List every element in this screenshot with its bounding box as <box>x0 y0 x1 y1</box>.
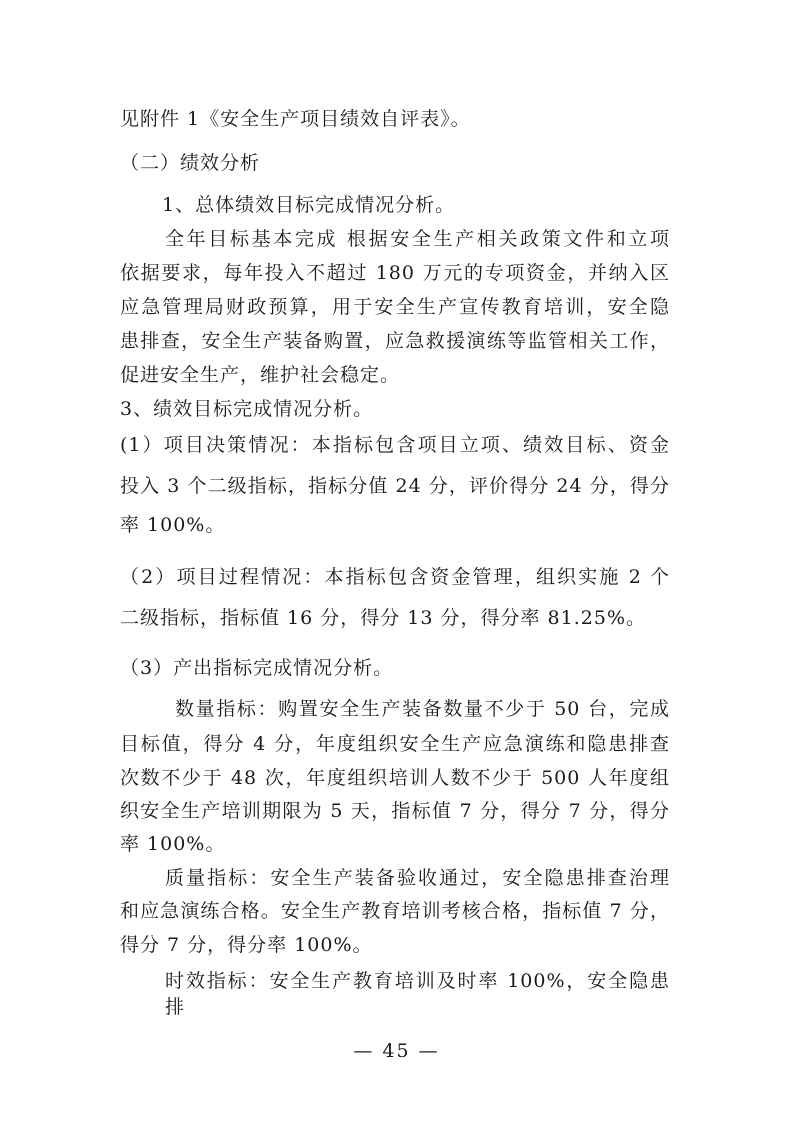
text-line: 得分 7 分，得分率 100%。 <box>120 934 373 956</box>
text-line: 二级指标，指标值 16 分，得分 13 分，得分率 81.25%。 <box>120 607 646 629</box>
section-heading: （二）绩效分析 <box>120 152 261 174</box>
text-line: 率 100%。 <box>120 514 226 536</box>
text-line: 投入 3 个二级指标，指标分值 24 分，评价得分 24 分，得分 <box>120 475 670 497</box>
text-line: 目标值，得分 4 分，年度组织安全生产应急演练和隐患排查 <box>120 733 670 755</box>
subsection-heading: （3）产出指标完成情况分析。 <box>120 657 394 679</box>
text-line: 织安全生产培训期限为 5 天，指标值 7 分，得分 7 分，得分 <box>120 800 670 822</box>
text-line: 数量指标：购置安全生产装备数量不少于 50 台，完成 <box>175 698 670 720</box>
subsection-heading: 3、绩效目标完成情况分析。 <box>120 398 374 420</box>
page-number: — 45 — <box>353 1040 440 1062</box>
text-line: 率 100%。 <box>120 833 226 855</box>
text-line: 促进安全生产，维护社会稳定。 <box>120 364 401 386</box>
subsection-heading: 1、总体绩效目标完成情况分析。 <box>162 194 456 216</box>
text-line: （2）项目过程情况：本指标包含资金管理，组织实施 2 个 <box>120 566 670 588</box>
text-line: 全年目标基本完成 根据安全生产相关政策文件和立项 <box>165 228 670 250</box>
text-line: (1）项目决策情况：本指标包含项目立项、绩效目标、资金 <box>120 434 670 456</box>
text-line: 次数不少于 48 次，年度组织培训人数不少于 500 人年度组 <box>120 767 670 789</box>
text-line: 患排查，安全生产装备购置，应急救援演练等监管相关工作， <box>120 330 670 352</box>
text-line: 应急管理局财政预算，用于安全生产宣传教育培训，安全隐 <box>120 296 670 318</box>
text-line: 和应急演练合格。安全生产教育培训考核合格，指标值 7 分， <box>120 900 670 922</box>
text-line: 依据要求，每年投入不超过 180 万元的专项资金，并纳入区 <box>120 262 670 284</box>
text-line: 时效指标：安全生产教育培训及时率 100%，安全隐患排 <box>165 970 670 1018</box>
text-line: 质量指标：安全生产装备验收通过，安全隐患排查治理 <box>165 867 670 889</box>
text-line: 见附件 1《安全生产项目绩效自评表》。 <box>120 108 471 130</box>
